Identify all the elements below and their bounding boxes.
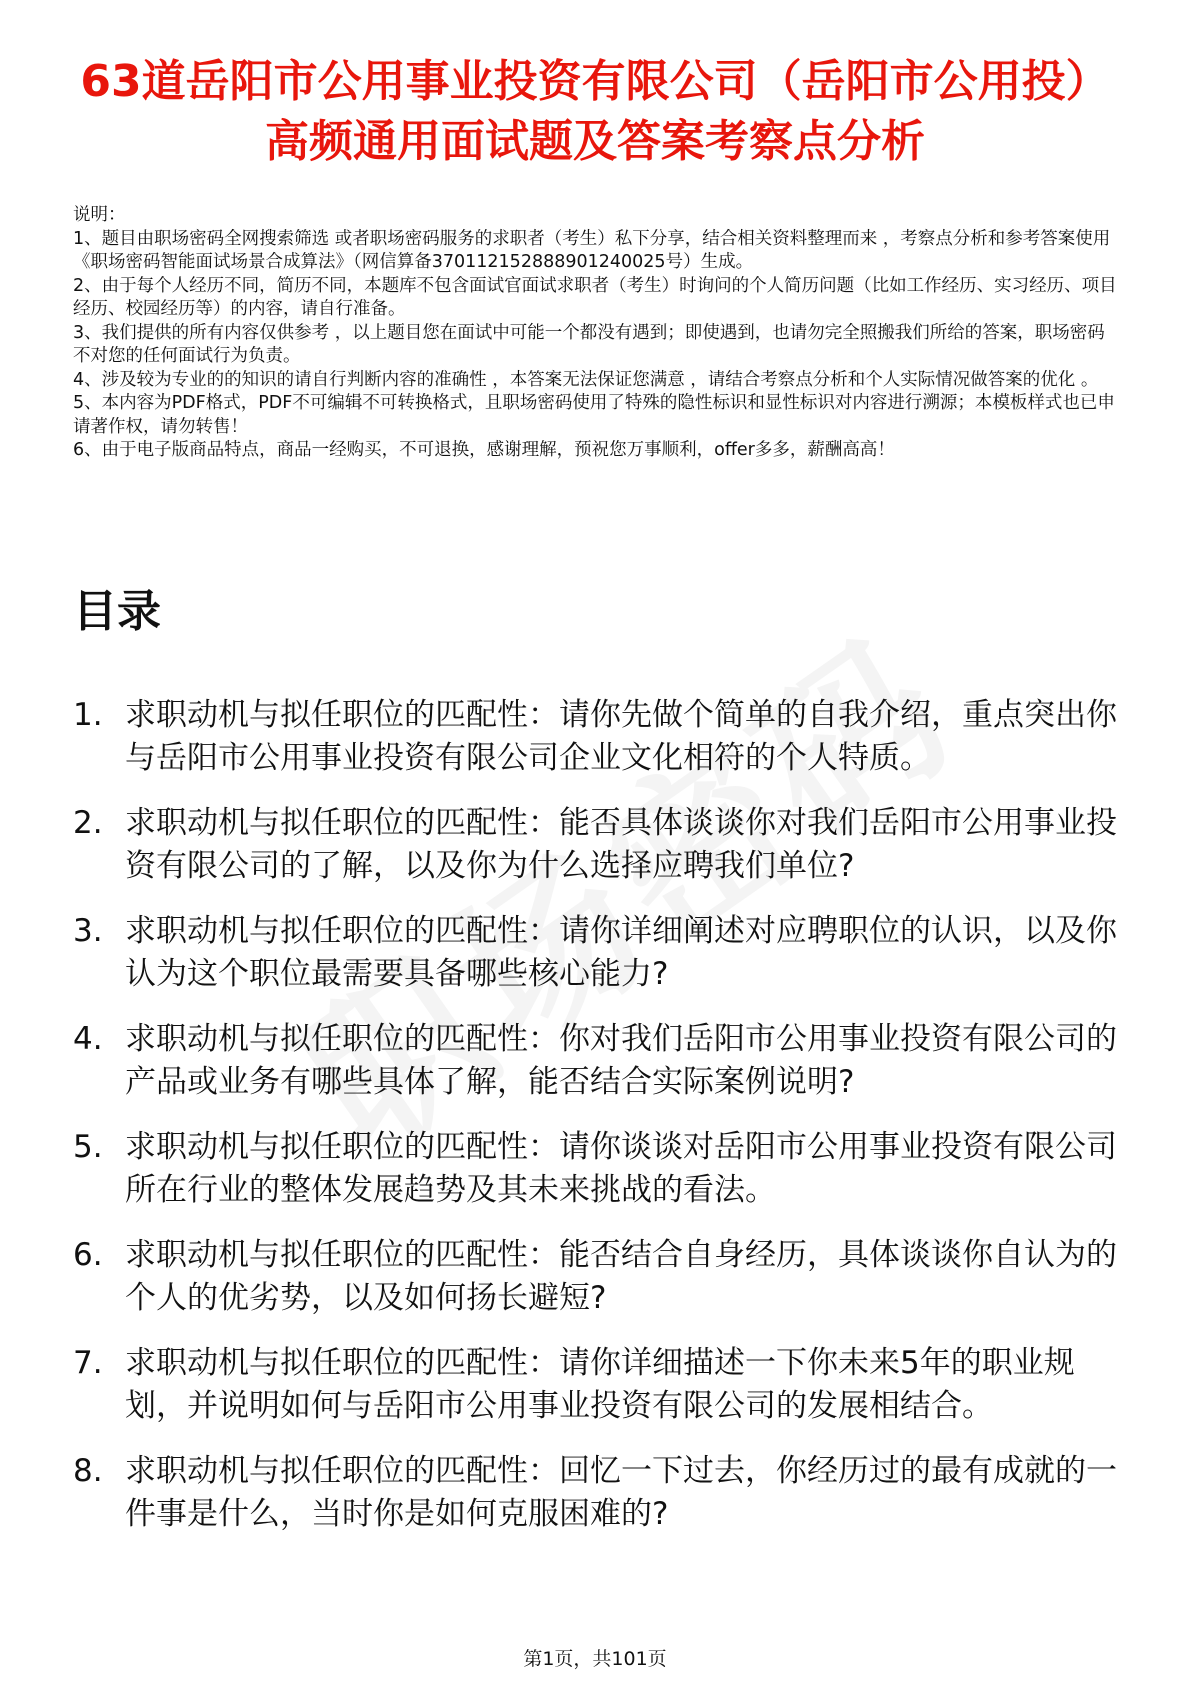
- toc-item[interactable]: [73, 1450, 1123, 1536]
- toc-item-number: 6.: [73, 1237, 103, 1273]
- toc-heading: 目录: [73, 586, 161, 637]
- page-footer: 第1页，共101页: [523, 1648, 667, 1670]
- note-item: 5、本内容为PDF格式，PDF不可编辑不可转换格式，且职场密码使用了特殊的隐性标识和显性标识对内容进行溯源；本模板样式也已申请著作权，请勿转售！: [73, 393, 1115, 437]
- note-item: 2、由于每个人经历不同，简历不同，本题库不包含面试官面试求职者（考生）时询问的个人简历问题（比如工作经历、实习经历、项目经历、校园经历等）的内容，请自行准备。: [73, 275, 1117, 319]
- toc-item[interactable]: [73, 1018, 1123, 1104]
- toc-item[interactable]: [73, 1126, 1123, 1212]
- toc-item[interactable]: [73, 1342, 1123, 1428]
- toc-item[interactable]: [73, 910, 1123, 996]
- note-item: 6、由于电子版商品特点，商品一经购买，不可退换，感谢理解，预祝您万事顺利，offer多多，薪酬高高！: [73, 440, 895, 460]
- toc-item-number: 4.: [73, 1021, 103, 1057]
- note-item: 4、涉及较为专业的的知识的请自行判断内容的准确性 ，本答案无法保证您满意 ，请结合考察点分析和个人实际情况做答案的优化 。: [73, 369, 1099, 390]
- table-of-contents: [73, 694, 1123, 1558]
- note-item: 1、题目由职场密码全网搜索筛选 或者职场密码服务的求职者（考生）私下分享，结合相关资料整理而来 ，考察点分析和参考答案使用《职场密码智能面试场景合成算法》（网信算备370112152888901240025号）生成。: [73, 228, 1111, 272]
- toc-item-number: 7.: [73, 1345, 103, 1381]
- toc-item[interactable]: [73, 1234, 1123, 1320]
- toc-item-text: 求职动机与拟任职位的匹配性：请你谈谈对岳阳市公用事业投资有限公司所在行业的整体发展趋势及其未来挑战的看法。: [125, 1129, 1117, 1208]
- toc-item-text: 求职动机与拟任职位的匹配性：请你详细描述一下你未来5年的职业规划，并说明如何与岳阳市公用事业投资有限公司的发展相结合。: [125, 1345, 1075, 1424]
- toc-item-number: 1.: [73, 697, 103, 733]
- toc-item[interactable]: [73, 694, 1123, 780]
- toc-item-text: 求职动机与拟任职位的匹配性：能否具体谈谈你对我们岳阳市公用事业投资有限公司的了解，以及你为什么选择应聘我们单位?: [125, 805, 1117, 884]
- toc-item-number: 3.: [73, 913, 103, 949]
- toc-item[interactable]: [73, 802, 1123, 888]
- toc-item-number: 2.: [73, 805, 103, 841]
- toc-item-number: 5.: [73, 1129, 103, 1165]
- toc-item-text: 求职动机与拟任职位的匹配性：你对我们岳阳市公用事业投资有限公司的产品或业务有哪些具体了解，能否结合实际案例说明?: [125, 1021, 1117, 1100]
- toc-item-text: 求职动机与拟任职位的匹配性：请你先做个简单的自我介绍，重点突出你与岳阳市公用事业投资有限公司企业文化相符的个人特质。: [125, 697, 1117, 776]
- notes-heading: 说明：: [73, 205, 126, 225]
- note-item: 3、我们提供的所有内容仅供参考 ，以上题目您在面试中可能一个都没有遇到；即使遇到，也请勿完全照搬我们所给的答案，职场密码不对您的任何面试行为负责。: [73, 322, 1105, 366]
- toc-item-text: 求职动机与拟任职位的匹配性：回忆一下过去，你经历过的最有成就的一件事是什么，当时你是如何克服困难的?: [125, 1453, 1117, 1532]
- toc-item-text: 求职动机与拟任职位的匹配性：能否结合自身经历，具体谈谈你自认为的个人的优劣势，以及如何扬长避短?: [125, 1237, 1117, 1316]
- notes-section: [73, 204, 1118, 463]
- toc-item-number: 8.: [73, 1453, 103, 1489]
- toc-item-text: 求职动机与拟任职位的匹配性：请你详细阐述对应聘职位的认识，以及你认为这个职位最需要具备哪些核心能力?: [125, 913, 1117, 992]
- document-title: 63道岳阳市公用事业投资有限公司（岳阳市公用投）高频通用面试题及答案考察点分析: [80, 56, 1110, 167]
